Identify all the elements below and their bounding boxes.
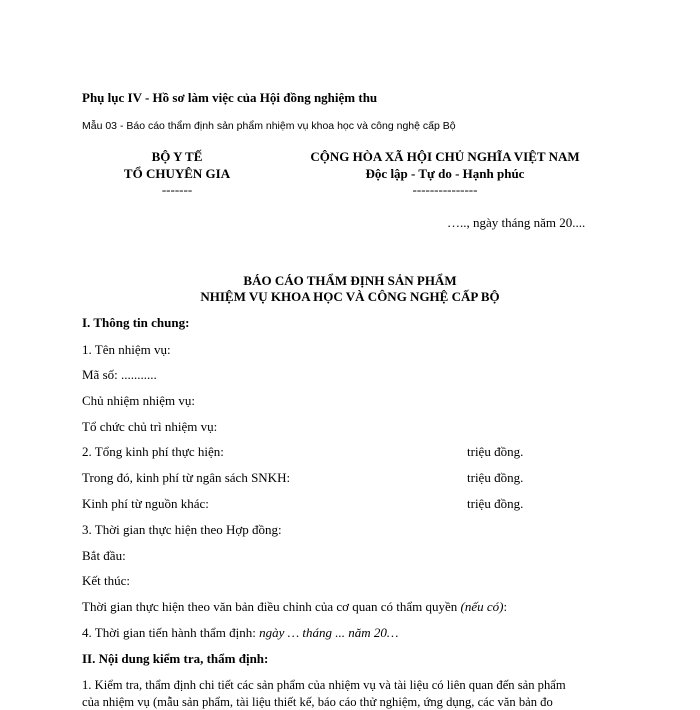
adjusted-time-colon: : xyxy=(503,599,508,614)
left-rule: ------- xyxy=(161,182,193,197)
national-motto: Độc lập - Tự do - Hạnh phúc xyxy=(365,166,525,181)
report-title-line-2: NHIỆM VỤ KHOA HỌC VÀ CÔNG NGHỆ CẤP BỘ xyxy=(200,289,500,304)
appraisal-time-label: 4. Thời gian tiến hành thẩm định: xyxy=(82,625,256,640)
form-name: Mẫu 03 - Báo cáo thẩm định sản phẩm nhiệm vụ khoa học và công nghệ cấp Bộ xyxy=(82,120,456,132)
state-funding-unit: triệu đồng. xyxy=(467,470,524,485)
right-rule: --------------- xyxy=(412,182,478,197)
task-leader-label: Chủ nhiệm nhiệm vụ: xyxy=(82,393,196,408)
section-2-item-1-cut: của nhiệm vụ (mẫu sản phẩm, tài liệu thiết kế, báo cáo thử nghiệm, ứng dụng, các văn bản đo xyxy=(82,695,553,709)
section-1-heading: I. Thông tin chung: xyxy=(82,315,190,330)
task-name-label: 1. Tên nhiệm vụ: xyxy=(82,342,171,357)
appendix-title: Phụ lục IV - Hồ sơ làm việc của Hội đồng nghiệm thu xyxy=(82,90,378,105)
appraisal-time-line xyxy=(82,625,398,641)
group-name: TỔ CHUYÊN GIA xyxy=(123,166,231,181)
other-funding-unit: triệu đồng. xyxy=(467,496,524,511)
adjusted-time-label: Thời gian thực hiện theo văn bản điều chỉnh của cơ quan có thẩm quyền xyxy=(82,599,458,614)
adjusted-time-line xyxy=(82,599,507,615)
contract-time-label: 3. Thời gian thực hiện theo Hợp đồng: xyxy=(82,522,282,537)
adjusted-time-note: (nếu có) xyxy=(460,599,504,614)
end-label: Kết thúc: xyxy=(82,573,131,588)
state-funding-label: Trong đó, kinh phí từ ngân sách SNKH: xyxy=(82,470,291,485)
total-funding-unit: triệu đồng. xyxy=(467,444,524,459)
section-2-item-1: 1. Kiểm tra, thẩm định chi tiết các sản phẩm của nhiệm vụ và tài liệu có liên quan đến sản phẩm xyxy=(82,678,566,692)
host-organization-label: Tổ chức chủ trì nhiệm vụ: xyxy=(82,419,218,434)
ministry-name: BỘ Y TẾ xyxy=(151,149,203,164)
report-title-line-1: BÁO CÁO THẨM ĐỊNH SẢN PHẨM xyxy=(243,273,457,288)
task-code-label: Mã số: ........... xyxy=(82,367,157,382)
total-funding-label: 2. Tổng kinh phí thực hiện: xyxy=(82,444,224,459)
date-line: ….., ngày tháng năm 20.... xyxy=(447,215,586,230)
start-label: Bắt đầu: xyxy=(82,548,126,563)
appraisal-time-value: ngày … tháng ... năm 20… xyxy=(259,625,399,640)
other-funding-label: Kinh phí từ nguồn khác: xyxy=(82,496,209,511)
country-name: CỘNG HÒA XÃ HỘI CHỦ NGHĨA VIỆT NAM xyxy=(310,149,580,164)
section-2-heading: II. Nội dung kiểm tra, thẩm định: xyxy=(82,651,269,666)
